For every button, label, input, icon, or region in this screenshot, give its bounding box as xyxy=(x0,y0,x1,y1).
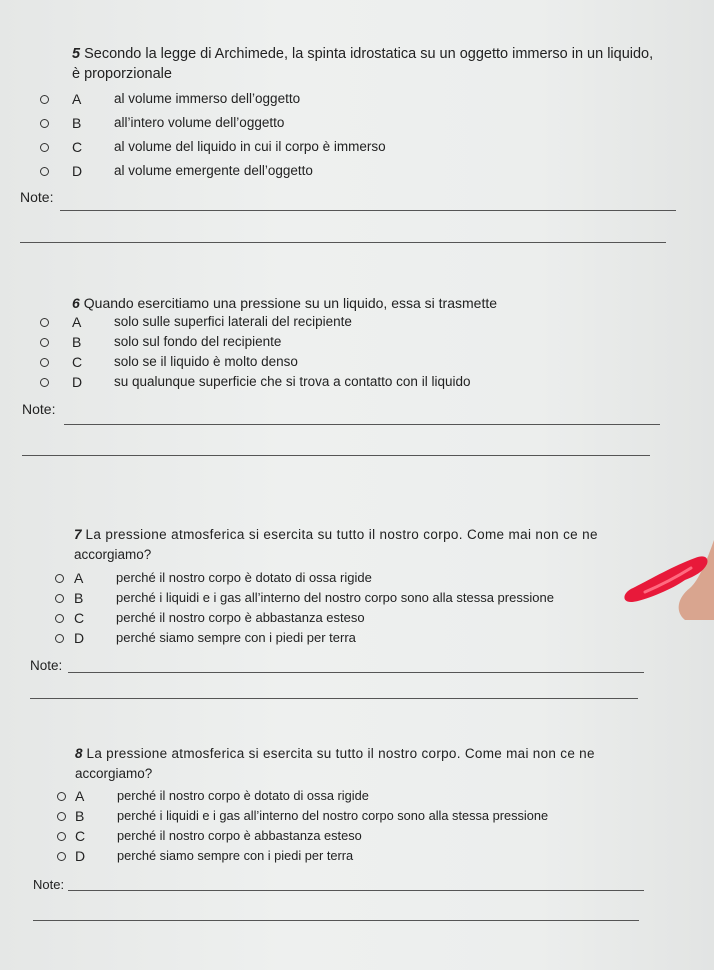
radio-circle[interactable] xyxy=(57,832,66,841)
radio-circle[interactable] xyxy=(55,574,64,583)
note-label: Note: xyxy=(30,658,63,673)
question-stem: 7 La pressione atmosferica si esercita su tutto il nostro corpo. Come mai non ce ne accorgiamo? xyxy=(74,527,598,562)
option-letter: A xyxy=(72,91,82,107)
option-a[interactable] xyxy=(75,786,650,806)
option-text: perché siamo sempre con i piedi per terra xyxy=(117,848,354,863)
radio-circle[interactable] xyxy=(40,167,49,176)
option-text: all’intero volume dell’oggetto xyxy=(114,115,285,130)
option-letter: B xyxy=(72,115,82,131)
option-d[interactable] xyxy=(75,846,650,866)
note-line[interactable] xyxy=(33,920,639,921)
option-letter: D xyxy=(74,630,85,646)
option-text: perché il nostro corpo è dotato di ossa rigide xyxy=(116,570,372,585)
option-text: perché il nostro corpo è abbastanza esteso xyxy=(117,828,362,843)
option-text: perché i liquidi e i gas all’interno del nostro corpo sono alla stessa pressione xyxy=(117,808,549,823)
option-b[interactable] xyxy=(72,332,692,352)
option-letter: D xyxy=(72,374,83,390)
option-d[interactable] xyxy=(74,628,654,648)
radio-circle[interactable] xyxy=(40,318,49,327)
question-number: 8 xyxy=(75,746,83,761)
option-c[interactable] xyxy=(75,826,650,846)
option-letter: A xyxy=(75,788,85,804)
option-letter: C xyxy=(74,610,85,626)
option-text: solo se il liquido è molto denso xyxy=(114,354,298,369)
radio-circle[interactable] xyxy=(40,358,49,367)
option-text: perché il nostro corpo è abbastanza esteso xyxy=(116,610,365,625)
option-a[interactable] xyxy=(72,312,692,332)
radio-circle[interactable] xyxy=(57,852,66,861)
note-label: Note: xyxy=(22,401,56,417)
radio-circle[interactable] xyxy=(40,95,49,104)
question-number: 6 xyxy=(72,295,80,311)
option-letter: C xyxy=(75,828,86,844)
option-c[interactable] xyxy=(72,137,702,161)
option-a[interactable] xyxy=(74,568,654,588)
option-letter: A xyxy=(74,570,84,586)
option-letter: B xyxy=(72,334,82,350)
option-text: al volume emergente dell’oggetto xyxy=(114,163,313,178)
note-line[interactable] xyxy=(68,672,644,673)
option-b[interactable] xyxy=(75,806,650,826)
note-line[interactable] xyxy=(20,242,666,243)
note-label: Note: xyxy=(33,877,65,892)
note-line[interactable] xyxy=(30,698,638,699)
radio-circle[interactable] xyxy=(55,614,64,623)
option-a[interactable] xyxy=(72,89,702,113)
note-line[interactable] xyxy=(22,455,650,456)
question-stem: 8 La pressione atmosferica si esercita su tutto il nostro corpo. Come mai non ce ne accorgiamo? xyxy=(75,746,595,781)
option-text: solo sul fondo del recipiente xyxy=(114,334,282,349)
option-text: perché siamo sempre con i piedi per terra xyxy=(116,630,356,645)
radio-circle[interactable] xyxy=(40,143,49,152)
question-stem: 5 Secondo la legge di Archimede, la spinta idrostatica su un oggetto immerso in un liquido, è proporzionale xyxy=(72,46,654,82)
note-label: Note: xyxy=(20,189,54,205)
question-5 xyxy=(72,44,702,185)
option-d[interactable] xyxy=(72,161,702,185)
radio-circle[interactable] xyxy=(57,792,66,801)
question-8 xyxy=(75,744,650,866)
option-c[interactable] xyxy=(74,608,654,628)
option-letter: C xyxy=(72,139,83,155)
option-letter: C xyxy=(72,354,83,370)
option-text: al volume immerso dell’oggetto xyxy=(114,91,301,106)
option-text: perché i liquidi e i gas all’interno del nostro corpo sono alla stessa pressione xyxy=(116,590,554,605)
note-line[interactable] xyxy=(64,424,660,425)
option-text: perché il nostro corpo è dotato di ossa rigide xyxy=(117,788,369,803)
option-text: su qualunque superficie che si trova a contatto con il liquido xyxy=(114,374,471,389)
option-letter: D xyxy=(72,163,83,179)
question-number: 5 xyxy=(72,46,81,62)
radio-circle[interactable] xyxy=(57,812,66,821)
radio-circle[interactable] xyxy=(40,119,49,128)
option-letter: B xyxy=(74,590,84,606)
option-letter: D xyxy=(75,848,86,864)
note-line[interactable] xyxy=(68,890,644,891)
question-stem: 6 Quando esercitiamo una pressione su un liquido, essa si trasmette xyxy=(72,295,498,311)
question-7 xyxy=(74,525,654,648)
option-text: al volume del liquido in cui il corpo è immerso xyxy=(114,139,386,154)
note-line[interactable] xyxy=(60,210,676,211)
option-letter: A xyxy=(72,314,82,330)
question-6 xyxy=(72,293,692,392)
option-b[interactable] xyxy=(74,588,654,608)
option-letter: B xyxy=(75,808,85,824)
option-text: solo sulle superfici laterali del recipiente xyxy=(114,314,352,329)
option-b[interactable] xyxy=(72,113,702,137)
radio-circle[interactable] xyxy=(55,594,64,603)
option-c[interactable] xyxy=(72,352,692,372)
radio-circle[interactable] xyxy=(40,338,49,347)
option-d[interactable] xyxy=(72,372,692,392)
finger-red-nail xyxy=(615,540,714,620)
question-number: 7 xyxy=(74,527,82,542)
radio-circle[interactable] xyxy=(55,634,64,643)
radio-circle[interactable] xyxy=(40,378,49,387)
